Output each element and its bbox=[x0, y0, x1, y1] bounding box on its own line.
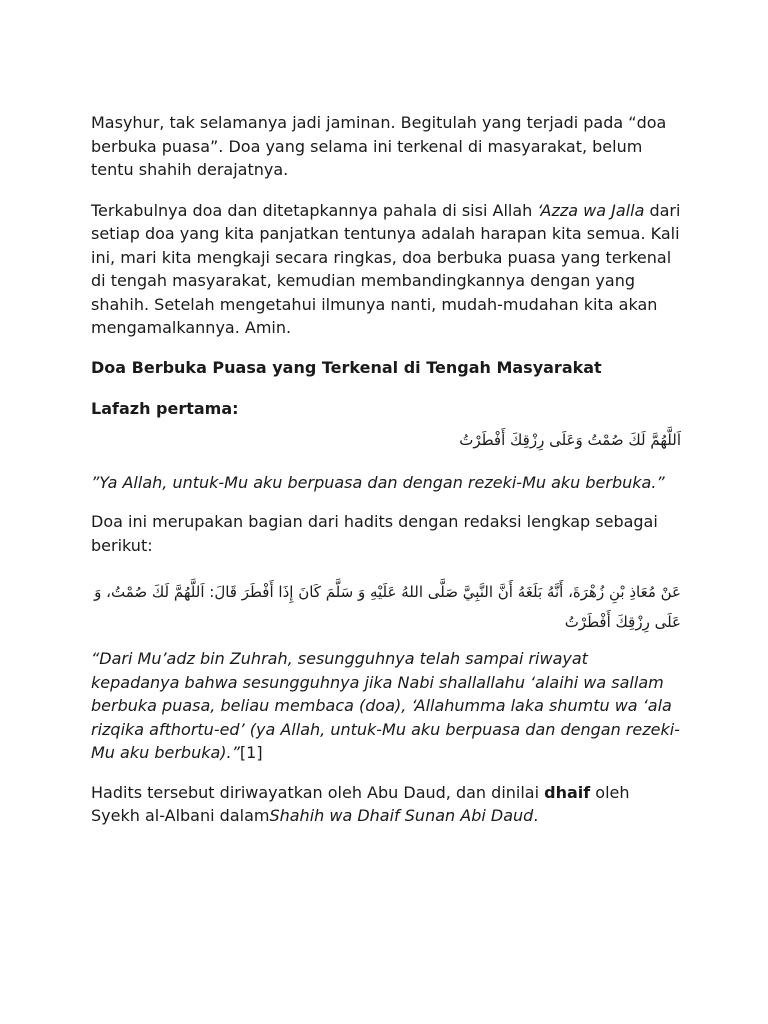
paragraph-hadith-grading bbox=[91, 781, 681, 828]
grading-end: . bbox=[533, 806, 539, 825]
footnote-link[interactable]: [1] bbox=[239, 743, 263, 762]
grading-lead: Hadits tersebut diriwayatkan oleh Abu Daud, dan dinilai bbox=[91, 782, 545, 802]
intro-paragraph: Masyhur, tak selamanya jadi jaminan. Begitulah yang terjadi pada “doa berbuka puasa”. Doa yang selama ini terkenal di masyarakat, belum tentu shahih derajatnya. bbox=[91, 113, 667, 179]
paragraph-rest: dari setiap doa yang kita panjatkan tentunya adalah harapan kita semua. Kali ini, mari kita mengkaji secara ringkas, doa berbuka puasa yang terkenal di tengah masyarakat, kemudian membandingkannya dengan yang shahih. Setelah mengetahui ilmunya nanti, mudah-mudahan kita akan mengamalkannya. Amin. bbox=[91, 200, 681, 337]
document-body bbox=[91, 111, 681, 828]
section-heading: Doa Berbuka Puasa yang Terkenal di Tengah Masyarakat bbox=[91, 357, 602, 377]
grading-mid: oleh Syekh al-Albani dalam bbox=[91, 782, 630, 825]
italic-azza-wa-jalla: ‘Azza wa Jalla bbox=[537, 200, 645, 220]
book-title: Shahih wa Dhaif Sunan Abi Daud bbox=[269, 806, 534, 825]
paragraph-lead: Terkabulnya doa dan ditetapkannya pahala di sisi Allah bbox=[91, 200, 538, 220]
quote-text: “Dari Mu’adz bin Zuhrah, sesungguhnya telah sampai riwayat kepadanya bahwa sesungguhnya jika Nabi shallallahu ‘alaihi wa sallam berbuka puasa, beliau membaca (doa), ‘Allahumma laka shumtu wa ‘ala rizqika afthortu-ed’ (ya Allah, untuk-Mu aku berpuasa dan dengan rezeki-Mu aku berbuka).” bbox=[91, 649, 680, 762]
translation-quote: ”Ya Allah, untuk-Mu aku berpuasa dan dengan rezeki-Mu aku berbuka.” bbox=[91, 472, 665, 492]
arabic-hadith-text: عَنْ مُعَاذِ بْنِ زُهْرَةَ، أَنَّهُ بَلَغَهُ أَنَّ النَّبِيَّ صَلَّى اللهُ عَلَيْهِ وَ سَلَّمَ كَانَ إِذَا أَفْطَرَ قَالَ: اَللَّهُمَّ لَكَ صُمْتُ، وَ عَلَى رِزْقِكَ أَفْطَرْتُ bbox=[94, 583, 681, 631]
paragraph-doa-acceptance bbox=[91, 199, 681, 340]
subheading-lafazh: Lafazh pertama: bbox=[91, 399, 239, 418]
arabic-doa-text: اَللَّهُمَّ لَكَ صُمْتُ وَعَلَى رِزْقِكَ أَفْطَرْتُ bbox=[459, 430, 681, 449]
paragraph-hadith-intro: Doa ini merupakan bagian dari hadits dengan redaksi lengkap sebagai berikut: bbox=[91, 512, 658, 555]
hadith-translation-quote bbox=[91, 647, 681, 765]
grading-dhaif: dhaif bbox=[544, 782, 591, 802]
